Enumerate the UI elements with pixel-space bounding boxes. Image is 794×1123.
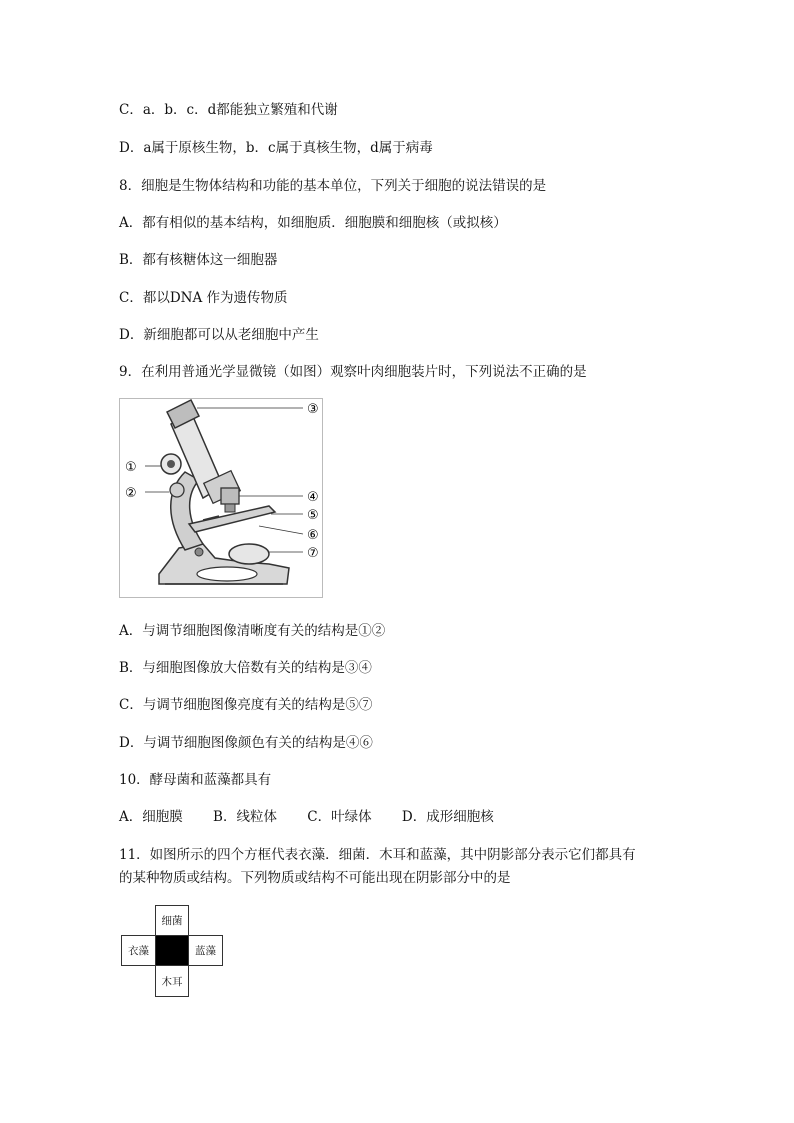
q9-option-b: B．与细胞图像放大倍数有关的结构是③④ — [119, 660, 372, 676]
q10-option-d: D．成形细胞核 — [401, 809, 494, 825]
q7-option-d: D．a属于原核生物，b．c属于真核生物，d属于病毒 — [119, 140, 433, 156]
q8-option-d: D．新细胞都可以从老细胞中产生 — [119, 327, 319, 343]
microscope-figure — [119, 398, 323, 598]
q10-options — [119, 805, 494, 825]
microscope-label-7: ⑦ — [307, 546, 319, 561]
q10-option-a: A．细胞膜 — [119, 809, 183, 825]
cross-cell-right: 蓝藻 — [188, 935, 223, 966]
q11-stem-line2: 的某种物质或结构。下列物质或结构不可能出现在阴影部分中的是 — [119, 870, 511, 886]
q8-option-c: C．都以DNA 作为遗传物质 — [119, 290, 288, 306]
q10-option-c: C．叶绿体 — [307, 809, 372, 825]
q9-option-d: D．与调节细胞图像颜色有关的结构是④⑥ — [119, 735, 373, 751]
q10-stem: 10．酵母菌和蓝藻都具有 — [119, 772, 272, 788]
q10-option-b: B．线粒体 — [213, 809, 277, 825]
microscope-label-6: ⑥ — [307, 528, 319, 543]
q8-stem: 8．细胞是生物体结构和功能的基本单位，下列关于细胞的说法错误的是 — [119, 178, 547, 194]
q7-option-c: C．a．b．c．d都能独立繁殖和代谢 — [119, 102, 338, 118]
cross-cell-bottom: 木耳 — [155, 965, 189, 997]
microscope-label-3: ③ — [307, 402, 319, 417]
q9-option-c: C．与调节细胞图像亮度有关的结构是⑤⑦ — [119, 697, 373, 713]
shaded-intersection — [155, 935, 189, 966]
q11-stem-line1: 11．如图所示的四个方框代表衣藻．细菌．木耳和蓝藻，其中阴影部分表示它们都具有 — [119, 847, 636, 863]
cross-cell-left: 衣藻 — [121, 935, 156, 966]
microscope-label-1: ① — [125, 460, 137, 475]
microscope-label-5: ⑤ — [307, 508, 319, 523]
organism-cross-diagram — [121, 905, 223, 997]
microscope-label-2: ② — [125, 486, 137, 501]
cross-cell-top: 细菌 — [155, 905, 189, 936]
q8-option-b: B．都有核糖体这一细胞器 — [119, 252, 278, 268]
q8-option-a: A．都有相似的基本结构，如细胞质．细胞膜和细胞核（或拟核） — [119, 215, 507, 231]
q9-stem: 9．在利用普通光学显微镜（如图）观察叶肉细胞装片时，下列说法不正确的是 — [119, 364, 587, 380]
microscope-label-4: ④ — [307, 490, 319, 505]
q9-option-a: A．与调节细胞图像清晰度有关的结构是①② — [119, 623, 386, 639]
